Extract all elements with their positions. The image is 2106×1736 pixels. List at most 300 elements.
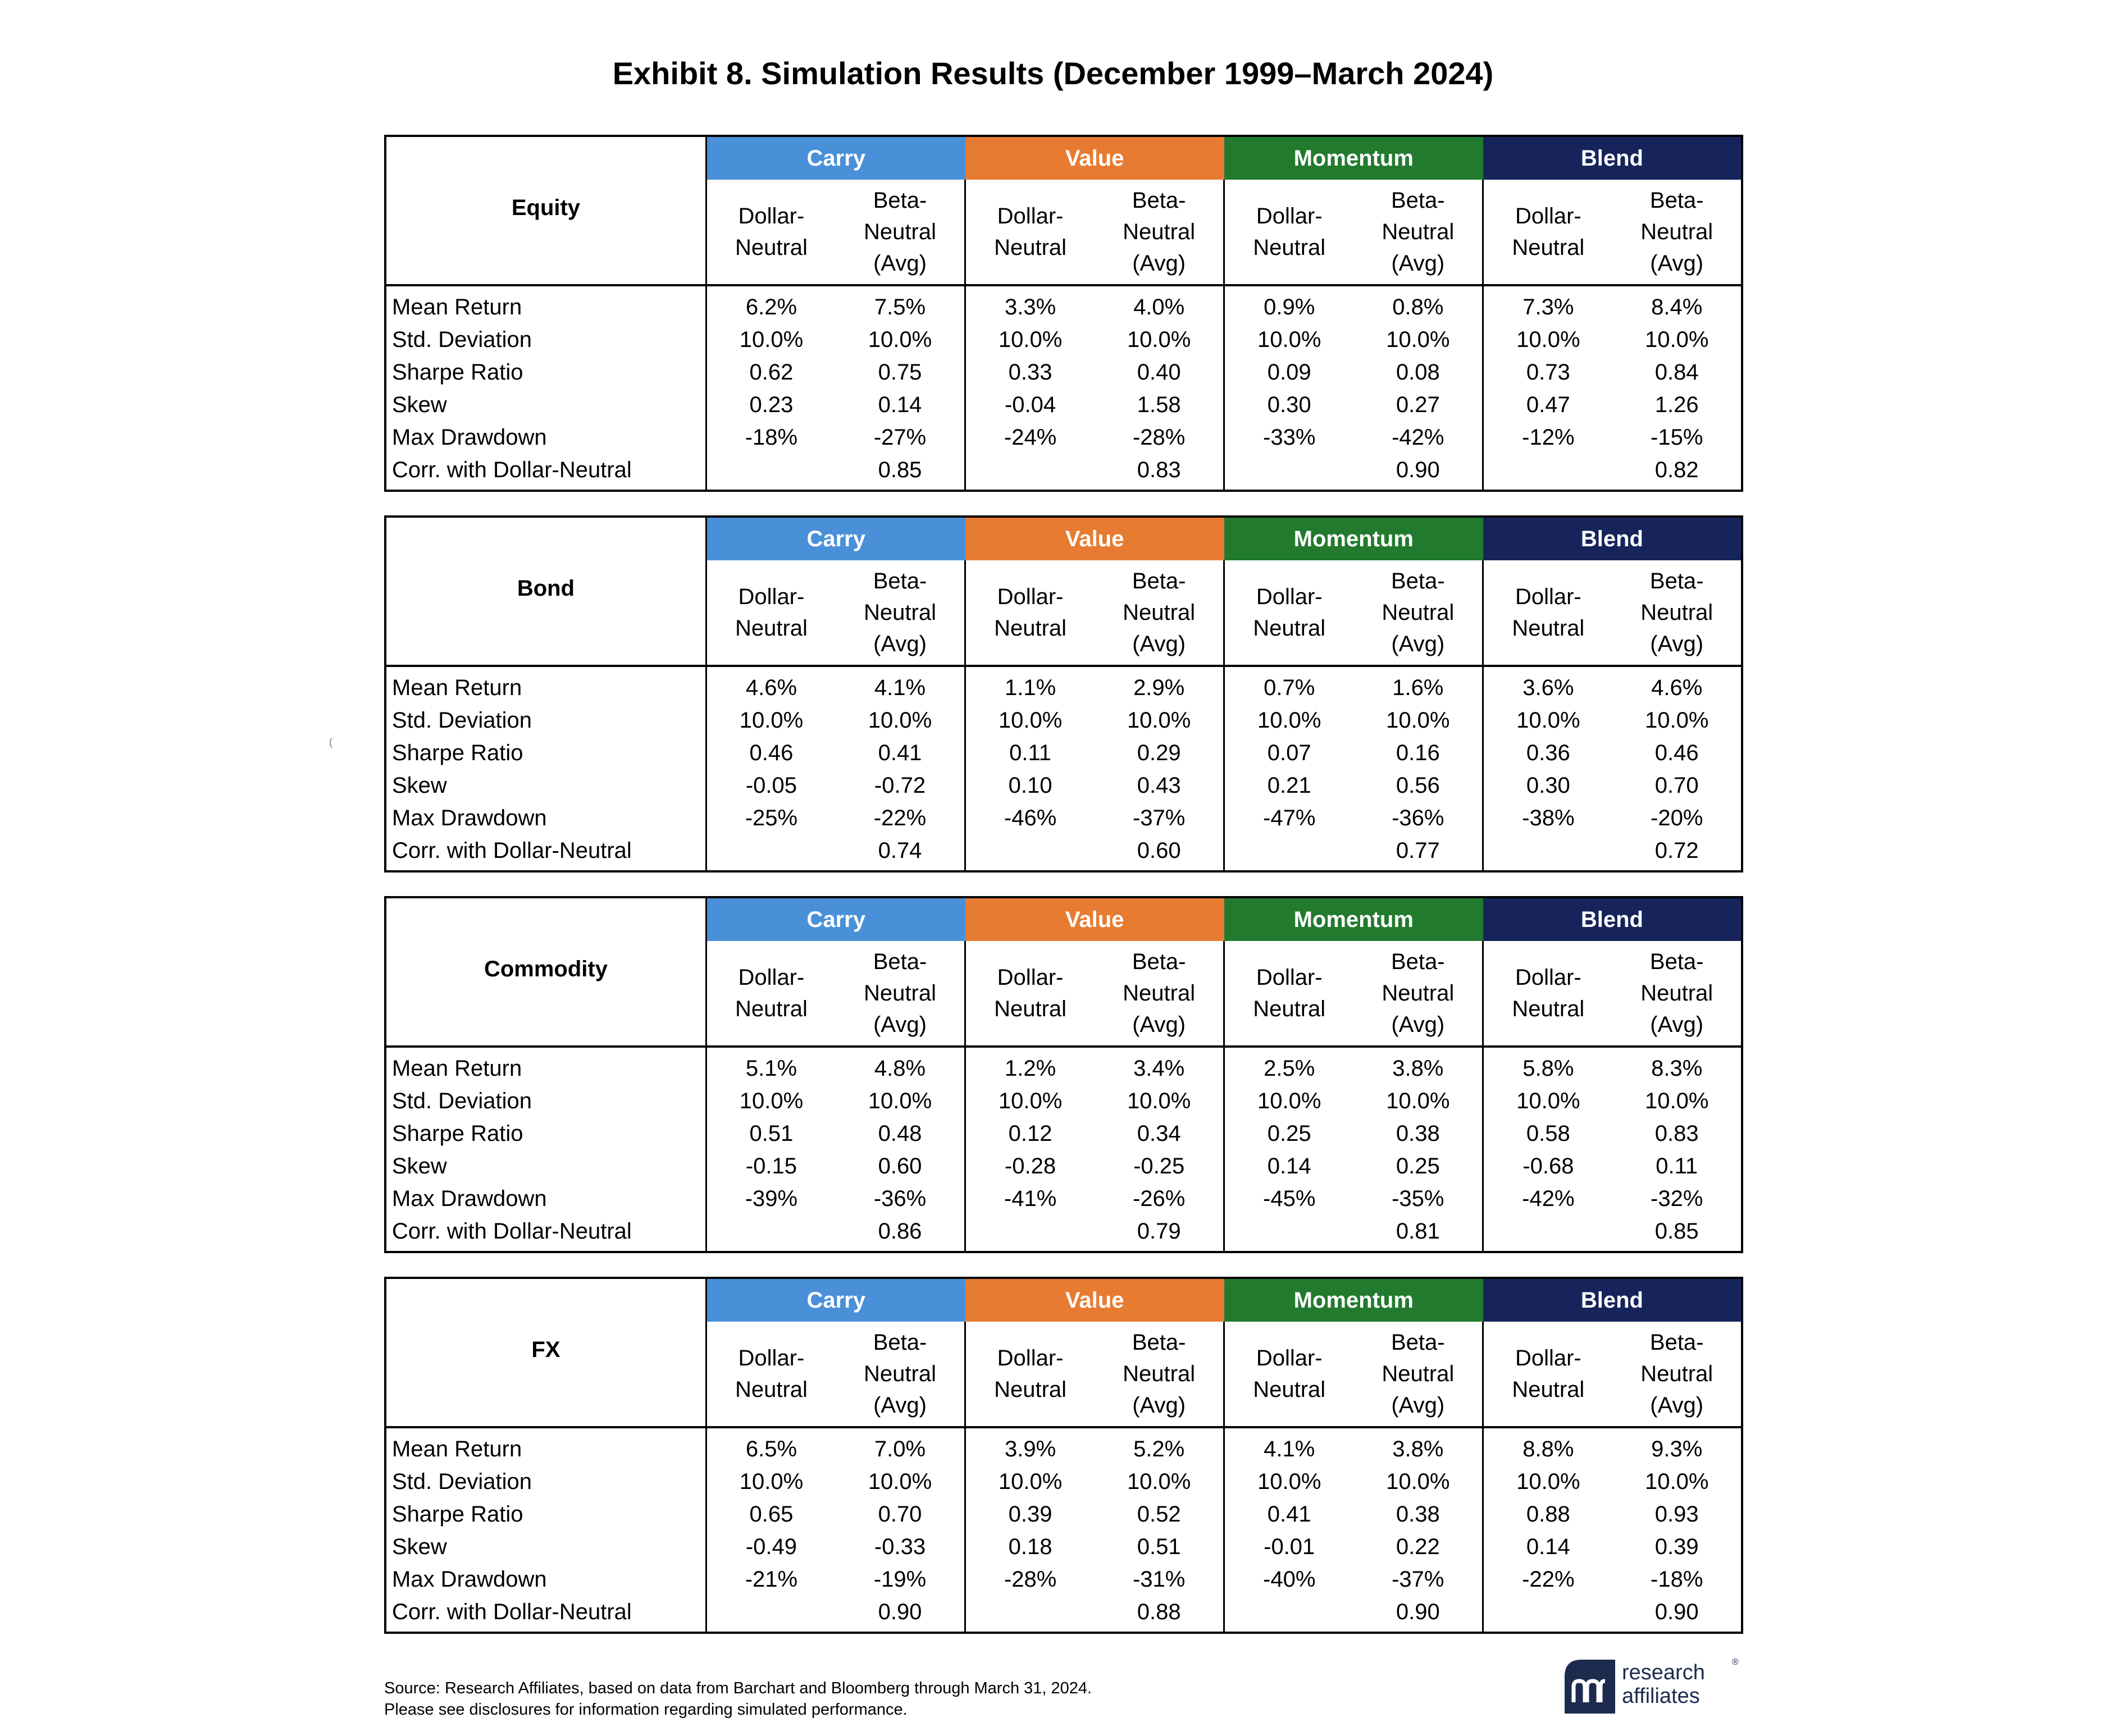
table-cell: 10.0% [739, 1089, 804, 1113]
table-row [385, 1531, 1742, 1563]
dollar-neutral-header [1224, 560, 1354, 666]
table-cell [1483, 834, 1613, 871]
subheader-line: Neutral [1253, 616, 1326, 641]
table-cell: 0.84 [1654, 360, 1699, 385]
table-cell: -35% [1353, 1182, 1483, 1215]
subheader-line: Dollar- [738, 965, 805, 990]
table-cell: -36% [836, 1182, 965, 1215]
table-cell: -0.01 [1264, 1534, 1315, 1559]
table-cell: 0.93 [1654, 1502, 1699, 1527]
row-label: Mean Return [385, 1427, 706, 1465]
table-cell: -0.25 [1095, 1150, 1224, 1182]
table-cell: 4.0% [1095, 285, 1224, 323]
source-line-2: Please see disclosures for information regarding simulated performance. [384, 1701, 908, 1719]
table-row [385, 769, 1742, 802]
table-cell: 8.8% [1522, 1437, 1574, 1461]
subheader-line: Neutral [864, 981, 936, 1006]
table-cell: 0.70 [1654, 773, 1699, 798]
table-cell: 10.0% [1353, 704, 1483, 737]
beta-neutral-header [1353, 941, 1483, 1047]
strategy-header-carry: Carry [706, 517, 965, 560]
table-cell: -24% [1004, 425, 1057, 450]
beta-neutral-header [1353, 180, 1483, 285]
table-cell: -40% [1263, 1567, 1316, 1592]
table-row [385, 323, 1742, 356]
subheader-line: Neutral [1640, 1362, 1713, 1386]
table-cell: 0.73 [1526, 360, 1570, 385]
table-cell: -45% [1263, 1186, 1316, 1211]
table-cell: 9.3% [1651, 1437, 1703, 1461]
strategy-header-carry: Carry [706, 136, 965, 180]
dollar-neutral-header [965, 941, 1095, 1047]
table-cell [965, 1596, 1095, 1633]
results-table-commodity [384, 896, 1743, 1253]
table-cell: -47% [1263, 806, 1316, 830]
table-cell: 10.0% [739, 327, 804, 352]
table-cell: -36% [1353, 802, 1483, 834]
results-table-fx [384, 1277, 1743, 1634]
subheader-line: Neutral [735, 235, 808, 260]
table-cell: 10.0% [998, 1469, 1063, 1494]
table-cell: -33% [1263, 425, 1316, 450]
subheader-line: Dollar- [1515, 204, 1581, 229]
table-cell: 0.11 [1656, 1154, 1698, 1178]
table-cell: 0.14 [1526, 1534, 1570, 1559]
beta-neutral-header [1095, 941, 1224, 1047]
table-cell: 10.0% [1353, 1465, 1483, 1498]
table-cell: 10.0% [1516, 1469, 1580, 1494]
table-cell: 0.41 [1267, 1502, 1311, 1527]
table-cell: 10.0% [1516, 1089, 1580, 1113]
row-label: Mean Return [385, 666, 706, 704]
row-label: Max Drawdown [385, 1563, 706, 1596]
asset-class-label: Equity [385, 136, 706, 285]
table-cell: -42% [1522, 1186, 1575, 1211]
table-cell: 0.82 [1654, 458, 1699, 482]
table-cell: 0.90 [1353, 454, 1483, 491]
table-cell: -18% [745, 425, 798, 450]
table-cell [1483, 1215, 1613, 1252]
table-cell: 10.0% [1516, 708, 1580, 733]
table-row [385, 1150, 1742, 1182]
subheader-line: (Avg) [1132, 1012, 1186, 1037]
table-cell: 3.3% [1004, 295, 1056, 319]
row-label: Max Drawdown [385, 802, 706, 834]
table-cell: 0.38 [1353, 1498, 1483, 1531]
table-row [385, 389, 1742, 421]
table-cell: -37% [1353, 1563, 1483, 1596]
row-label: Skew [385, 1150, 706, 1182]
table-cell [1483, 454, 1613, 491]
row-label: Max Drawdown [385, 1182, 706, 1215]
table-cell: 4.6% [745, 675, 797, 700]
table-cell: -41% [1004, 1186, 1057, 1211]
table-cell: 0.88 [1095, 1596, 1224, 1633]
table-cell: 0.85 [836, 454, 965, 491]
strategy-header-value: Value [965, 136, 1224, 180]
subheader-line: Neutral [1512, 616, 1585, 641]
table-cell: 0.52 [1095, 1498, 1224, 1531]
dollar-neutral-header [1224, 941, 1354, 1047]
table-row [385, 1047, 1742, 1085]
table-cell: 0.27 [1353, 389, 1483, 421]
dollar-neutral-header [1224, 1322, 1354, 1427]
strategy-header-momentum: Momentum [1224, 897, 1483, 941]
table-cell: 1.6% [1353, 666, 1483, 704]
table-cell: 10.0% [1095, 704, 1224, 737]
subheader-line: (Avg) [1132, 251, 1186, 276]
table-cell: -19% [836, 1563, 965, 1596]
subheader-line: (Avg) [1132, 632, 1186, 656]
table-cell: 10.0% [1644, 1089, 1709, 1113]
table-cell: 10.0% [836, 323, 965, 356]
subheader-line: (Avg) [873, 1393, 927, 1418]
table-cell: 0.51 [1095, 1531, 1224, 1563]
table-cell: 0.12 [1008, 1121, 1052, 1146]
beta-neutral-header [1095, 180, 1224, 285]
table-cell: 6.2% [745, 295, 797, 319]
subheader-line: Neutral [864, 220, 936, 244]
subheader-line: Neutral [1640, 981, 1713, 1006]
research-affiliates-logo [1565, 1657, 1744, 1719]
table-cell: 0.10 [1008, 773, 1052, 798]
dollar-neutral-header [1483, 180, 1613, 285]
table-cell: 0.23 [749, 392, 794, 417]
table-cell [965, 834, 1095, 871]
table-cell: 10.0% [1095, 323, 1224, 356]
subheader-line: (Avg) [873, 1012, 927, 1037]
table-cell: -32% [1651, 1186, 1703, 1211]
table-cell: 0.8% [1353, 285, 1483, 323]
beta-neutral-header [836, 560, 965, 666]
results-table-bond [384, 515, 1743, 872]
asset-class-label: FX [385, 1278, 706, 1427]
subheader-line: Neutral [1512, 1377, 1585, 1402]
stray-mark: ( [329, 737, 332, 748]
table-cell: -27% [836, 421, 965, 454]
table-cell: 4.1% [1264, 1437, 1315, 1461]
table-cell: 0.77 [1353, 834, 1483, 871]
table-cell: 10.0% [739, 1469, 804, 1494]
source-line-1: Source: Research Affiliates, based on data from Barchart and Bloomberg through March 31, 2024. [384, 1679, 1092, 1697]
row-label: Sharpe Ratio [385, 737, 706, 769]
table-cell: 0.83 [1095, 454, 1224, 491]
table-cell: 0.85 [1654, 1219, 1699, 1244]
table-cell: 0.9% [1264, 295, 1315, 319]
table-cell: 1.58 [1095, 389, 1224, 421]
dollar-neutral-header [1483, 560, 1613, 666]
dollar-neutral-header [706, 560, 836, 666]
subheader-line: (Avg) [1132, 1393, 1186, 1418]
row-label: Skew [385, 389, 706, 421]
table-cell: 0.18 [1008, 1534, 1052, 1559]
table-cell: -12% [1522, 425, 1575, 450]
row-label: Std. Deviation [385, 323, 706, 356]
table-cell: -28% [1095, 421, 1224, 454]
strategy-header-value: Value [965, 897, 1224, 941]
subheader-line: Neutral [1253, 235, 1326, 260]
row-label: Mean Return [385, 285, 706, 323]
table-cell: 10.0% [1257, 327, 1321, 352]
table-cell [965, 1215, 1095, 1252]
table-cell: 10.0% [836, 704, 965, 737]
row-label: Corr. with Dollar-Neutral [385, 454, 706, 491]
table-cell: 3.9% [1004, 1437, 1056, 1461]
row-label: Corr. with Dollar-Neutral [385, 1215, 706, 1252]
subheader-line: Dollar- [738, 1346, 805, 1370]
table-cell: 10.0% [1516, 327, 1580, 352]
subheader-line: Dollar- [997, 204, 1064, 229]
table-cell: 10.0% [998, 1089, 1063, 1113]
subheader-line: (Avg) [1391, 632, 1445, 656]
table-cell: 10.0% [1257, 1469, 1321, 1494]
subheader-line: (Avg) [1650, 632, 1704, 656]
table-cell: 0.09 [1267, 360, 1311, 385]
row-label: Corr. with Dollar-Neutral [385, 1596, 706, 1633]
subheader-line: Neutral [735, 1377, 808, 1402]
row-label: Mean Return [385, 1047, 706, 1085]
table-cell: 3.4% [1095, 1047, 1224, 1085]
table-row [385, 704, 1742, 737]
beta-neutral-header [1612, 180, 1742, 285]
subheader-line: Beta- [1132, 188, 1186, 213]
table-cell: 10.0% [1353, 1085, 1483, 1117]
table-cell: 3.6% [1522, 675, 1574, 700]
table-cell: 8.4% [1651, 295, 1703, 319]
strategy-header-momentum: Momentum [1224, 136, 1483, 180]
table-cell: -37% [1095, 802, 1224, 834]
table-cell: 0.07 [1267, 741, 1311, 765]
table-cell: 0.14 [1267, 1154, 1311, 1178]
table-cell [706, 834, 836, 871]
subheader-line: Beta- [1132, 949, 1186, 974]
table-cell: 0.39 [1654, 1534, 1699, 1559]
table-cell: -0.28 [1004, 1154, 1056, 1178]
table-cell: 4.1% [836, 666, 965, 704]
table-cell: 0.48 [836, 1117, 965, 1150]
table-row [385, 737, 1742, 769]
beta-neutral-header [836, 180, 965, 285]
table-cell: 0.30 [1267, 392, 1311, 417]
subheader-line: Beta- [1391, 569, 1445, 593]
dollar-neutral-header [965, 560, 1095, 666]
table-row [385, 1563, 1742, 1596]
table-cell: -18% [1651, 1567, 1703, 1592]
subheader-line: Neutral [1382, 600, 1455, 625]
subheader-line: Dollar- [1515, 584, 1581, 609]
table-cell: 0.30 [1526, 773, 1570, 798]
table-cell: 10.0% [1095, 1465, 1224, 1498]
table-cell: 5.1% [745, 1056, 797, 1081]
subheader-line: Beta- [1649, 569, 1704, 593]
subheader-line: Beta- [873, 1330, 927, 1355]
beta-neutral-header [1353, 1322, 1483, 1427]
logo-wordmark [1622, 1661, 1705, 1708]
table-cell: 10.0% [1257, 708, 1321, 733]
logo-line-1: research [1622, 1661, 1705, 1684]
table-cell: 0.29 [1095, 737, 1224, 769]
table-cell: 0.38 [1353, 1117, 1483, 1150]
row-label: Std. Deviation [385, 704, 706, 737]
table-cell: 0.08 [1353, 356, 1483, 389]
table-cell: -28% [1004, 1567, 1057, 1592]
table-cell: -15% [1651, 425, 1703, 450]
subheader-line: Dollar- [997, 1346, 1064, 1370]
asset-class-label: Commodity [385, 897, 706, 1047]
beta-neutral-header [1095, 1322, 1224, 1427]
subheader-line: Beta- [1649, 188, 1704, 213]
strategy-header-blend: Blend [1483, 1278, 1742, 1322]
table-cell: 7.3% [1522, 295, 1574, 319]
table-cell: 10.0% [1257, 1089, 1321, 1113]
table-cell: 0.25 [1267, 1121, 1311, 1146]
table-row [385, 1215, 1742, 1252]
subheader-line: (Avg) [1391, 1393, 1445, 1418]
table-row [385, 1465, 1742, 1498]
subheader-line: (Avg) [1391, 1012, 1445, 1037]
table-cell: -0.49 [745, 1534, 797, 1559]
row-label: Skew [385, 1531, 706, 1563]
table-cell: 5.2% [1095, 1427, 1224, 1465]
table-cell [1483, 1596, 1613, 1633]
table-cell [1224, 834, 1354, 871]
subheader-line: Neutral [1382, 1362, 1455, 1386]
subheader-line: Neutral [1382, 981, 1455, 1006]
dollar-neutral-header [706, 180, 836, 285]
table-cell: -38% [1522, 806, 1575, 830]
table-cell: -20% [1651, 806, 1703, 830]
table-cell: 3.8% [1353, 1047, 1483, 1085]
table-cell: 0.22 [1353, 1531, 1483, 1563]
table-cell: -0.05 [745, 773, 797, 798]
table-cell: 0.60 [1095, 834, 1224, 871]
subheader-line: Beta- [1132, 1330, 1186, 1355]
table-row [385, 285, 1742, 323]
subheader-line: Beta- [1391, 949, 1445, 974]
beta-neutral-header [1353, 560, 1483, 666]
table-cell: 10.0% [998, 327, 1063, 352]
table-cell: 0.16 [1353, 737, 1483, 769]
row-label: Std. Deviation [385, 1085, 706, 1117]
table-row [385, 1085, 1742, 1117]
subheader-line: Dollar- [738, 584, 805, 609]
table-cell: 10.0% [998, 708, 1063, 733]
beta-neutral-header [836, 941, 965, 1047]
subheader-line: Neutral [1123, 1362, 1196, 1386]
table-cell: 8.3% [1651, 1056, 1703, 1081]
subheader-line: Neutral [735, 997, 808, 1021]
table-row [385, 421, 1742, 454]
subheader-line: Neutral [994, 235, 1067, 260]
table-row [385, 454, 1742, 491]
subheader-line: Neutral [1253, 997, 1326, 1021]
beta-neutral-header [1095, 560, 1224, 666]
table-cell: 0.43 [1095, 769, 1224, 802]
subheader-line: Beta- [873, 569, 927, 593]
strategy-header-momentum: Momentum [1224, 517, 1483, 560]
logo-registered-mark: ® [1732, 1657, 1739, 1667]
subheader-line: Neutral [735, 616, 808, 641]
subheader-line: (Avg) [1391, 251, 1445, 276]
table-cell: -0.33 [836, 1531, 965, 1563]
table-cell: 0.11 [1009, 741, 1052, 765]
table-cell: 0.65 [749, 1502, 794, 1527]
subheader-line: Dollar- [1256, 1346, 1323, 1370]
table-cell: 0.75 [836, 356, 965, 389]
table-cell: 10.0% [1095, 1085, 1224, 1117]
dollar-neutral-header [706, 1322, 836, 1427]
exhibit-title: Exhibit 8. Simulation Results (December 1999–March 2024) [612, 56, 1494, 91]
table-cell: 3.8% [1353, 1427, 1483, 1465]
logo-line-2: affiliates [1622, 1684, 1700, 1708]
table-cell: -0.15 [745, 1154, 797, 1178]
table-row [385, 1182, 1742, 1215]
table-cell: 7.5% [836, 285, 965, 323]
table-row [385, 666, 1742, 704]
table-cell: 1.1% [1004, 675, 1056, 700]
subheader-line: Dollar- [997, 584, 1064, 609]
table-row [385, 1596, 1742, 1633]
subheader-line: Dollar- [1256, 204, 1323, 229]
table-cell: 0.56 [1353, 769, 1483, 802]
table-cell [1224, 1596, 1354, 1633]
table-row [385, 356, 1742, 389]
table-cell: 0.46 [1654, 741, 1699, 765]
table-cell: 1.26 [1654, 392, 1699, 417]
table-cell: 0.39 [1008, 1502, 1052, 1527]
subheader-line: Dollar- [997, 965, 1064, 990]
dollar-neutral-header [1224, 180, 1354, 285]
subheader-line: (Avg) [873, 251, 927, 276]
dollar-neutral-header [1483, 1322, 1613, 1427]
table-cell: -25% [745, 806, 798, 830]
table-row [385, 1427, 1742, 1465]
strategy-header-value: Value [965, 1278, 1224, 1322]
row-label: Corr. with Dollar-Neutral [385, 834, 706, 871]
table-cell [965, 454, 1095, 491]
table-cell: 0.90 [1654, 1600, 1699, 1624]
table-cell [1224, 1215, 1354, 1252]
table-cell: 0.58 [1526, 1121, 1570, 1146]
subheader-line: Neutral [1640, 600, 1713, 625]
table-cell: 0.86 [836, 1215, 965, 1252]
dollar-neutral-header [706, 941, 836, 1047]
strategy-header-blend: Blend [1483, 517, 1742, 560]
table-cell: -26% [1095, 1182, 1224, 1215]
subheader-line: Neutral [1253, 1377, 1326, 1402]
results-table-equity [384, 135, 1743, 492]
subheader-line: Neutral [994, 616, 1067, 641]
table-cell: 0.33 [1008, 360, 1052, 385]
source-note [384, 1678, 1092, 1720]
table-cell: -42% [1353, 421, 1483, 454]
table-cell: 10.0% [1644, 327, 1709, 352]
subheader-line: Neutral [1382, 220, 1455, 244]
table-cell: -21% [745, 1567, 798, 1592]
subheader-line: Beta- [873, 949, 927, 974]
strategy-header-value: Value [965, 517, 1224, 560]
table-cell: -39% [745, 1186, 798, 1211]
table-cell: 0.81 [1353, 1215, 1483, 1252]
table-cell: 0.51 [749, 1121, 794, 1146]
table-cell: 4.8% [836, 1047, 965, 1085]
table-cell: 7.0% [836, 1427, 965, 1465]
table-cell: 10.0% [1644, 1469, 1709, 1494]
subheader-line: Neutral [994, 997, 1067, 1021]
dollar-neutral-header [965, 180, 1095, 285]
table-cell [706, 1215, 836, 1252]
table-cell: 0.40 [1095, 356, 1224, 389]
